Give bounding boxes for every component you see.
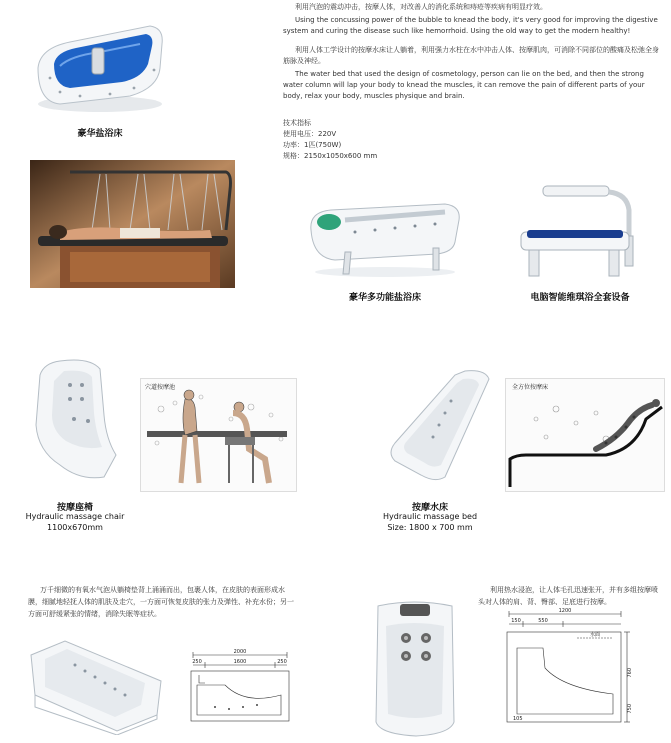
bubble-bed-description: 万千细微的有氧水气泡从躺椅垫背上涌涌而出，包裹人体，在皮肤的表面形成水膜，细腻地轻抚人体的肌肤及走穴，一方面可恢复皮肤的张力及弹性、补充水份；另一方面可舒缓紧张的情绪，消除失眠等症状。 (28, 586, 294, 618)
massage-chair-size: 1100x670mm (47, 523, 103, 532)
tech-specs (283, 118, 483, 162)
specs-power: 功率：1匹(750W) (283, 141, 342, 149)
computer-vichy-caption: 电脑智能维琪浴全套设备 (530, 293, 630, 303)
massage-bed-caption-en: Hydraulic massage bed (382, 512, 478, 521)
omni-bed-label: 全方位按摩床 (512, 384, 549, 391)
intro-text (283, 2, 665, 110)
specs-title: 技术指标 (283, 119, 311, 127)
specs-size: 规格：2150x1050x600 mm (283, 152, 378, 160)
acupoint-pool-label: 穴道按摩池 (145, 384, 176, 391)
massage-bed-size: Size: 1800 x 700 mm (387, 523, 473, 532)
computer-vichy-image (515, 178, 645, 283)
massage-chair-image (30, 355, 125, 485)
dim-left-c: 250 (277, 659, 287, 665)
dim-left-a: 250 (192, 659, 202, 665)
multi-salt-bath-image (305, 190, 465, 280)
massage-bed-caption: 按摩水床 (411, 503, 448, 513)
salt-bath-caption: 豪华盐浴床 (77, 129, 123, 139)
massage-chair-caption-en: Hydraulic massage chair (25, 512, 125, 521)
salt-bath-image (30, 8, 170, 118)
multi-salt-bath-caption: 豪华多功能盐浴床 (348, 293, 421, 303)
bubble-bed-drawing (185, 645, 295, 725)
massage-chair-caption: 按摩座椅 (56, 503, 93, 513)
acupoint-pool-illustration (140, 378, 297, 492)
intro-para1-en: Using the concussing power of the bubble to knead the body, it's very good for improving the digestive system and curing the disease such like hemorrhoid. Using the old way to get the modern healthy! (283, 16, 658, 35)
dim-right-label: 水面 (589, 632, 601, 638)
dim-left-top: 2000 (233, 649, 247, 655)
intro-para2-cn: 利用人体工学设计的按摩水床让人躺着，利用强力水柱在水中冲击人体、按摩肌肉，可消除不同部位的酸痛及松弛全身筋脉及神经。 (283, 46, 659, 65)
dim-right-d: 750 (627, 704, 633, 714)
soak-tub-description: 利用热水浸泡，让人体毛孔迅速张开，并有多组按摩喷头对人体的肩、背、臀部、足底进行按摩。 (478, 586, 658, 606)
vichy-shower-photo (30, 160, 235, 288)
massage-bed-image (385, 365, 505, 485)
intro-para1-cn: 利用汽泡的震动冲击，按摩人体，对改善人的消化系统和痔疮等疾病有明显疗效。 (295, 3, 547, 11)
dim-right-c: 760 (627, 668, 633, 678)
dim-right-b: 550 (538, 618, 548, 624)
dim-right-e: 105 (513, 716, 523, 722)
intro-para2-en: The water bed that used the design of cosmetology, person can lie on the bed, and then the strong water column will lap your body to knead the muscles, it can remove the pain of different parts of your body, relax your body, muscles physique and brain. (283, 70, 645, 100)
dim-right-top: 1200 (558, 608, 572, 614)
bubble-bed-image (25, 635, 165, 735)
specs-voltage: 使用电压：220V (283, 130, 337, 138)
soak-tub-drawing (503, 608, 633, 728)
dim-left-b: 1600 (233, 659, 247, 665)
soak-tub-image (370, 598, 460, 738)
omni-bed-illustration (505, 378, 665, 492)
dim-right-a: 150 (511, 618, 521, 624)
